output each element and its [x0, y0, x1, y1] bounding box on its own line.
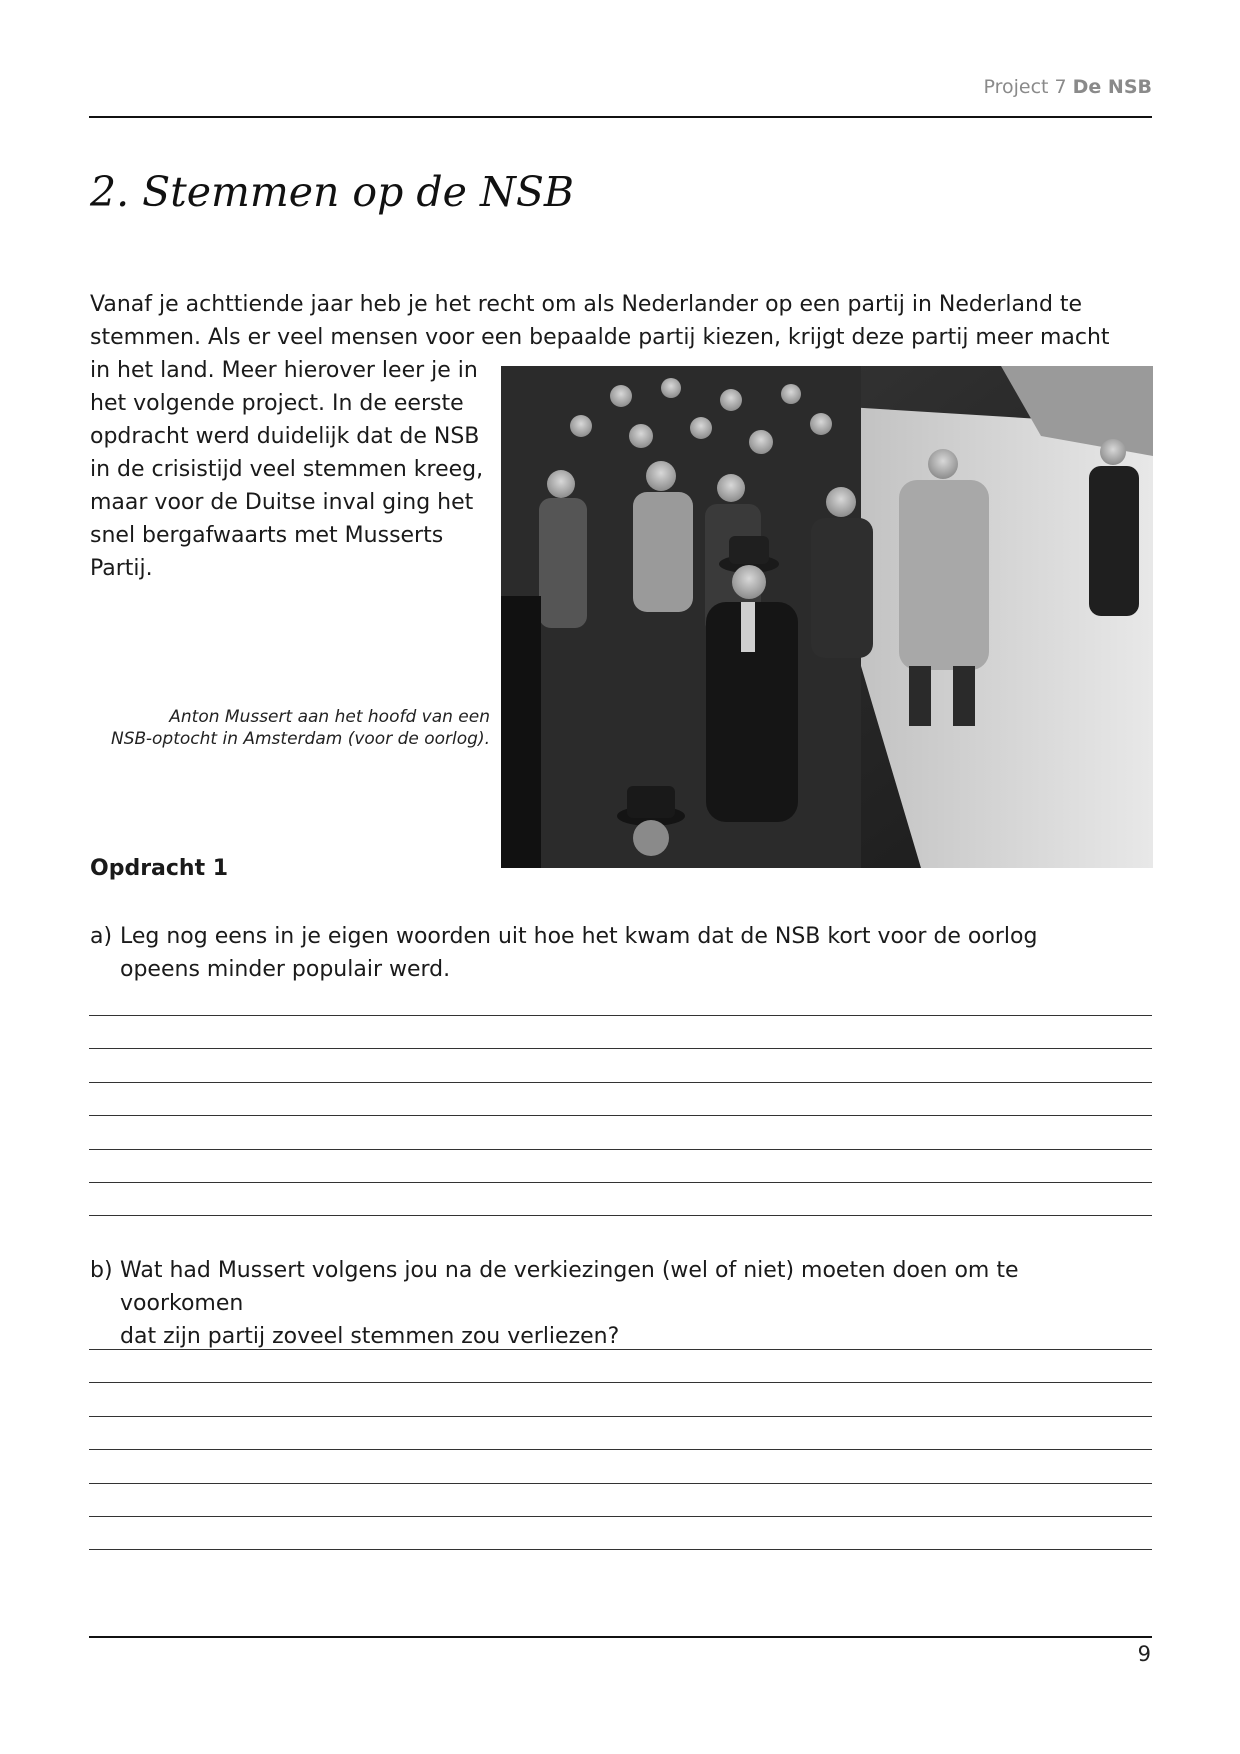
- page-number: 9: [1137, 1642, 1151, 1666]
- intro-col-line: in de crisistijd veel stemmen kreeg,: [90, 457, 484, 482]
- march-photo: [501, 366, 1153, 868]
- caption-line-1: Anton Mussert aan het hoofd van een: [169, 707, 490, 727]
- intro-col-line: snel bergafwaarts met Musserts: [90, 523, 444, 548]
- footer-rule: [89, 1636, 1152, 1638]
- question-a: [90, 920, 1140, 986]
- intro-col-line: in het land. Meer hierover leer je in: [90, 358, 478, 383]
- question-a-line-2: opeens minder populair werd.: [120, 957, 451, 982]
- header-subject: De NSB: [1072, 76, 1152, 98]
- answer-line-a[interactable]: [89, 1182, 1152, 1183]
- answer-line-a[interactable]: [89, 1082, 1152, 1083]
- question-b-line-1: Wat had Mussert volgens jou na de verkiezingen (wel of niet) moeten doen om te voorkomen: [120, 1258, 1019, 1316]
- question-a-letter: a): [90, 924, 113, 949]
- answer-line-b[interactable]: [89, 1349, 1152, 1350]
- intro-col-line: het volgende project. In de eerste: [90, 391, 464, 416]
- photo-caption: [80, 706, 490, 750]
- answer-line-b[interactable]: [89, 1483, 1152, 1484]
- intro-col-line: maar voor de Duitse inval ging het: [90, 490, 474, 515]
- caption-line-2: NSB-optocht in Amsterdam (voor de oorlog).: [111, 729, 490, 749]
- intro-line-2: stemmen. Als er veel mensen voor een bepaalde partij kiezen, krijgt deze partij meer macht: [90, 325, 1110, 350]
- answer-line-b[interactable]: [89, 1382, 1152, 1383]
- question-b: [90, 1254, 1140, 1353]
- answer-line-b[interactable]: [89, 1416, 1152, 1417]
- intro-col-line: Partij.: [90, 556, 153, 581]
- assignment-title: Opdracht 1: [90, 856, 229, 881]
- question-a-line-1: Leg nog eens in je eigen woorden uit hoe het kwam dat de NSB kort voor de oorlog: [120, 924, 1038, 949]
- header-project: Project 7: [983, 76, 1067, 98]
- page-title: 2. Stemmen op de NSB: [90, 168, 575, 216]
- answer-line-a[interactable]: [89, 1048, 1152, 1049]
- question-b-line-2: dat zijn partij zoveel stemmen zou verliezen?: [120, 1324, 620, 1349]
- answer-line-b[interactable]: [89, 1549, 1152, 1550]
- header-rule: [89, 116, 1152, 118]
- answer-line-b[interactable]: [89, 1516, 1152, 1517]
- answer-line-a[interactable]: [89, 1015, 1152, 1016]
- question-b-letter: b): [90, 1258, 113, 1283]
- answer-line-a[interactable]: [89, 1149, 1152, 1150]
- intro-col-line: opdracht werd duidelijk dat de NSB: [90, 424, 480, 449]
- answer-line-b[interactable]: [89, 1449, 1152, 1450]
- answer-line-a[interactable]: [89, 1115, 1152, 1116]
- answer-line-a[interactable]: [89, 1215, 1152, 1216]
- intro-line-1: Vanaf je achttiende jaar heb je het recht om als Nederlander op een partij in Nederland te: [90, 292, 1083, 317]
- running-header: [89, 76, 1152, 98]
- intro-column: [90, 354, 490, 585]
